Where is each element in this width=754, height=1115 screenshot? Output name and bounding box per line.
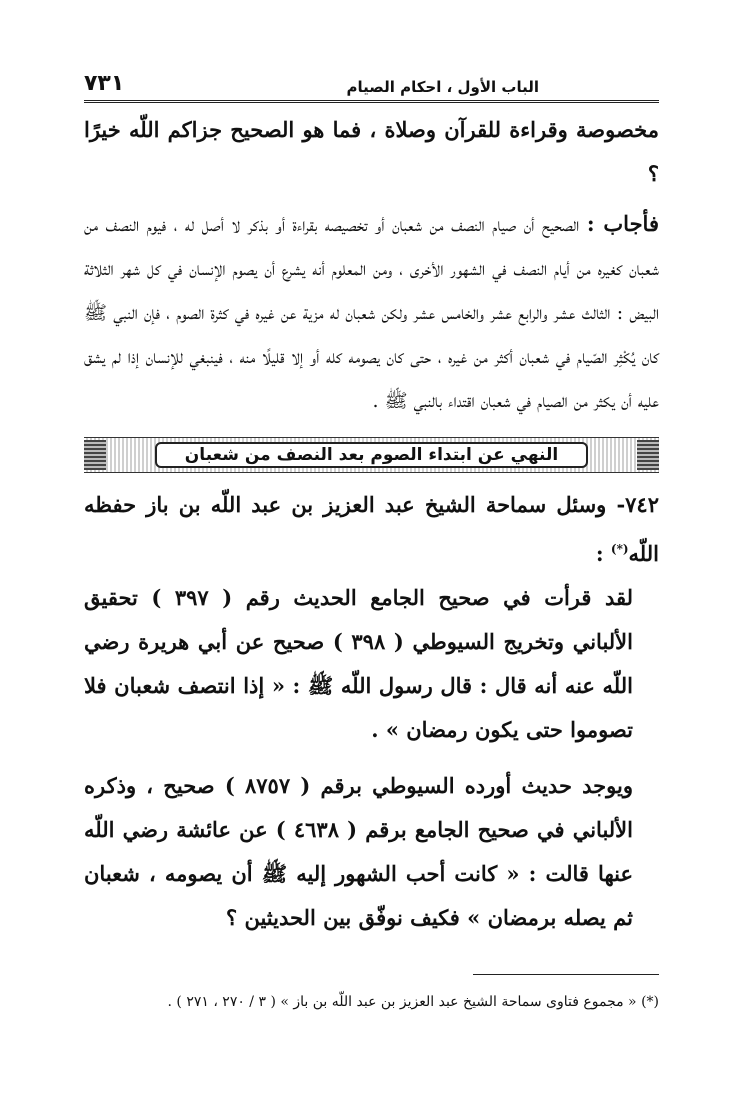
page-number: ٧٣١: [84, 71, 125, 96]
question-paragraph-1: لقد قرأت في صحيح الجامع الحديث رقم ( ٣٩٧ ) تحقيق الألباني وتخريج السيوطي ( ٣٩٨ ) صحيح عن أبي هريرة رضي اللّه عنه أنه قال : قال رسول اللّه ﷺ : « إذا انتصف شعبان فلا تصوموا حتى يكون رمضان » .: [84, 585, 633, 742]
question-heading: [84, 483, 659, 576]
section-title: النهي عن ابتداء الصوم بعد النصف من شعبان: [155, 442, 588, 468]
running-title: الباب الأول ، احكام الصيام: [346, 78, 539, 96]
page-header: [84, 56, 659, 103]
question-paragraph-2: ويوجد حديث أورده السيوطي برقم ( ٨٧٥٧ ) صحيح ، وذكره الألباني في صحيح الجامع برقم ( ٤٦٣٨ ) عن عائشة رضي اللّه عنها قالت : « كانت أحب الشهور إليه ﷺ أن يصومه ، شعبان ثم يصله برمضان » فكيف نوفّق بين الحديثين ؟: [84, 773, 633, 930]
question-heading-text: ٧٤٢- وسئل سماحة الشيخ عبد العزيز بن عبد اللّه بن باز حفظه اللّه: [84, 492, 659, 566]
question-heading-end: :: [595, 541, 611, 566]
footnote-marker: (*): [610, 542, 629, 556]
answer-paragraph: [84, 202, 659, 423]
previous-question-end: مخصوصة وقراءة للقرآن وصلاة ، فما هو الصحيح جزاكم اللّه خيرًا ؟: [84, 117, 659, 186]
answer-lead: فأجاب :: [586, 211, 659, 236]
answer-text: الصحيح أن صيام النصف من شعبان أو تخصيصه بقراءة أو بذكر لا أصل له ، فيوم النصف من شعبان كغيره من أيام النصف في الشهور الأخرى ، ومن المعلوم أنه يشرع أن يصوم الإنسان في كل شهر الثلاثة البيض : الثالث عشر والرابع عشر والخامس عشر ولكن شعبان له مزية عن غيره في كثرة الصوم ، فإن النبي ﷺ كان يُكْثِر الصّيام في شعبان أكثر من غيره ، حتى كان يصومه كله أو إلا قليلًا منه ، فينبغي للإنسان إذا لم يشق عليه أن يكثر من الصيام في شعبان اقتداء بالنبي ﷺ .: [84, 214, 659, 412]
footnote-divider: [473, 974, 659, 975]
footnote: (*) « مجموع فتاوى سماحة الشيخ عبد العزيز بن عبد اللّه بن باز » ( ٣ / ٢٧٠ ، ٢٧١ ) .: [167, 994, 659, 1010]
page-content: [84, 108, 659, 1017]
section-banner: [84, 437, 659, 473]
